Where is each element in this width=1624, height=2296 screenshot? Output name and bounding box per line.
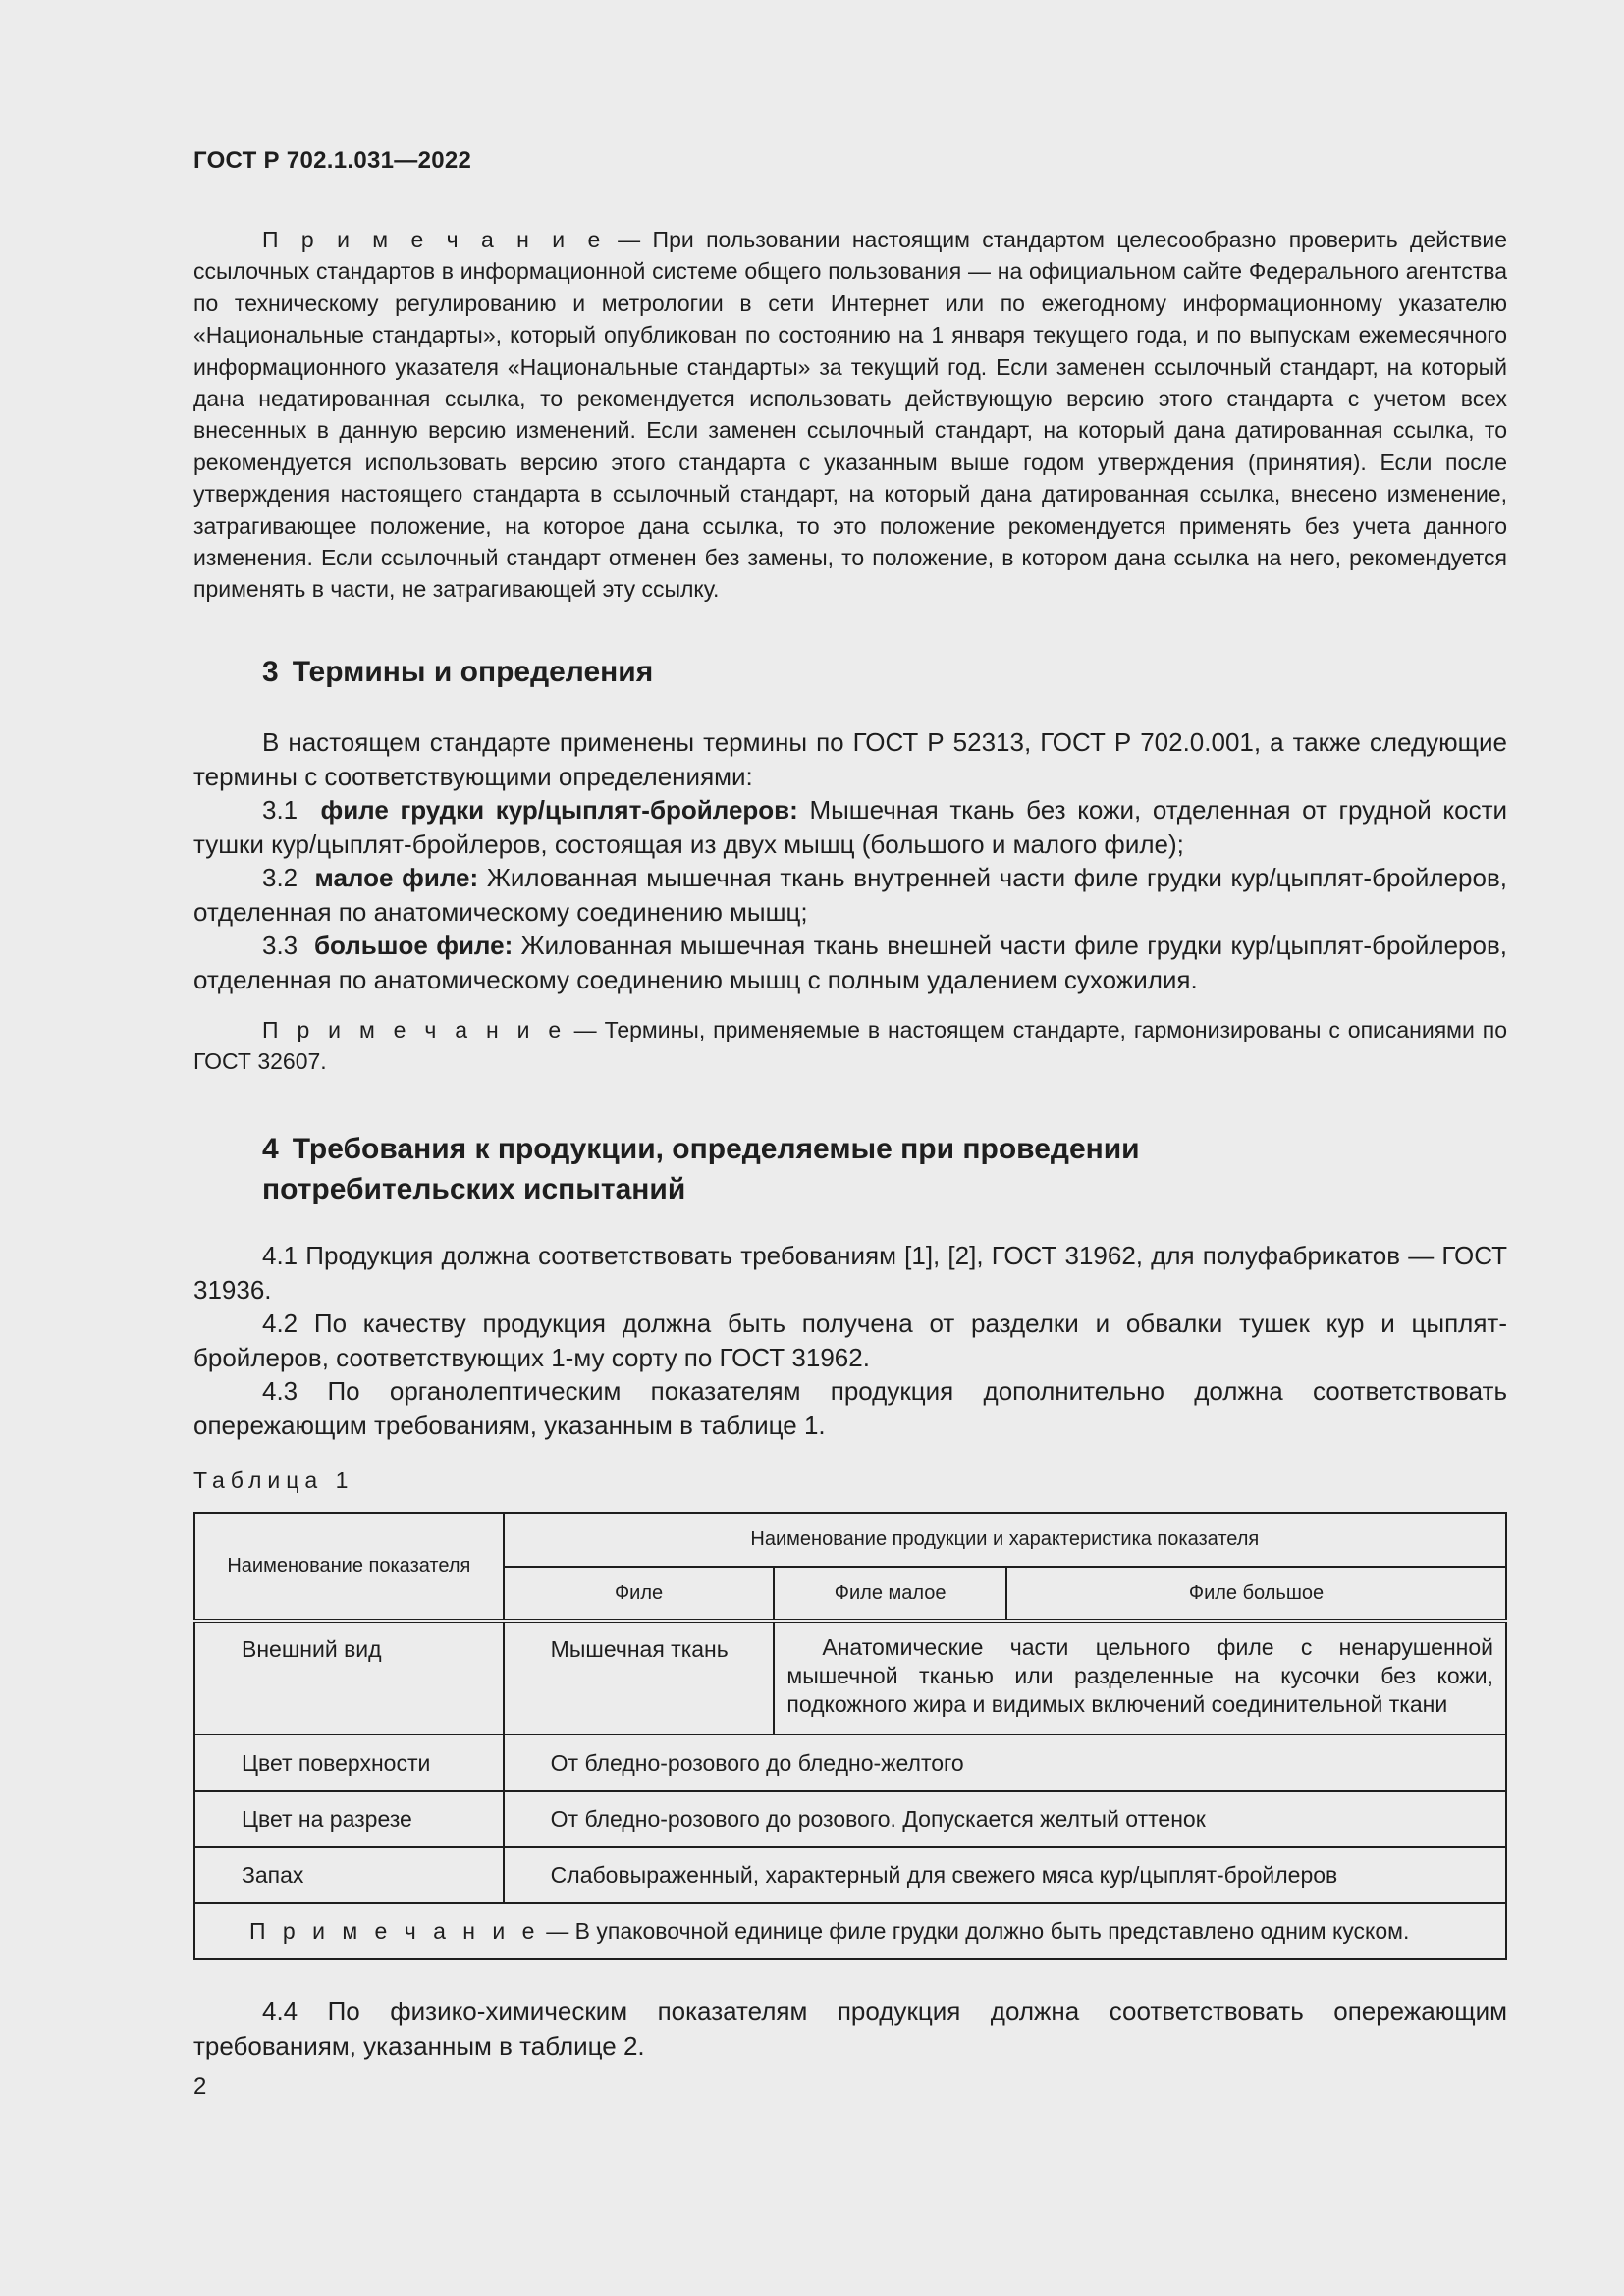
reference-note [193, 224, 1507, 606]
term-number: 3.1 [262, 795, 298, 825]
column-header-indicator: Наименование показателя [194, 1513, 504, 1621]
paragraph-4-3: 4.3 По органолептическим показателям продукция дополнительно должна соответствовать опережающим требованиям, указанным в таблице 1. [193, 1376, 1507, 1440]
section-3-heading [262, 656, 653, 689]
table-row [194, 1847, 1506, 1903]
term-3-1 [193, 793, 1507, 861]
table-1 [193, 1512, 1507, 1960]
note-text: — При пользовании настоящим стандартом целесообразно проверить действие ссылочных стандартов в информационной системе общего пользования — на официальном сайте Федерального агентства по техническому регулированию и метрологии в сети Интернет или по ежегодному информационному указателю «Национальные стандарты», который опубликован по состоянию на 1 января текущего года, и по выпускам ежемесячного информационного указателя «Национальные стандарты» за текущий год. Если заменен ссылочный стандарт, на который дана недатированная ссылка, то рекомендуется использовать действующую версию этого стандарта с учетом всех внесенных в данную версию изменений. Если заменен ссылочный стандарт, на который дана датированная ссылка, то рекомендуется использовать версию этого стандарта с указанным выше годом утверждения (принятия). Если после утверждения настоящего стандарта в ссылочный стандарт, на который дана датированная ссылка, внесено изменение, затрагивающее положение, на которое дана ссылка, то это положение рекомендуется применять без учета данного изменения. Если ссылочный стандарт отменен без замены, то положение, в котором дана ссылка на него, рекомендуется применять в части, не затрагивающей эту ссылку. [193, 227, 1508, 603]
column-header-small-fillet: Филе малое [774, 1567, 1006, 1621]
term-definition: Жилованная мышечная ткань внутренней части филе грудки кур/цыплят-бройлеров, отделенная по анатомическому соединению мышц; [193, 863, 1508, 927]
note-text: — Термины, применяемые в настоящем стандарте, гармонизированы с описаниями по ГОСТ 32607. [193, 1017, 1507, 1075]
term-3-3 [193, 929, 1507, 996]
cell-indicator: Цвет на разрезе [194, 1791, 504, 1847]
column-header-fillet: Филе [504, 1567, 775, 1621]
cell-indicator: Внешний вид [194, 1621, 504, 1735]
section-4-heading [262, 1129, 1140, 1209]
section-3-intro: В настоящем стандарте применены термины по ГОСТ Р 52313, ГОСТ Р 702.0.001, а также следующие термины с соответствующими определениями: [193, 727, 1507, 791]
note-label: П р и м е ч а н и е [249, 1918, 540, 1944]
term-number: 3.3 [262, 931, 298, 960]
table-note-row [194, 1903, 1506, 1959]
paragraph-4-4-block [193, 1995, 1507, 2062]
term-number: 3.2 [262, 863, 298, 892]
section-3-body [193, 725, 1507, 996]
term-name: филе грудки кур/цыплят-бройлеров: [320, 795, 798, 825]
cell-value: Мышечная ткань [504, 1621, 775, 1735]
note-label: П р и м е ч а н и е [262, 227, 606, 252]
table-caption: Таблица 1 [193, 1468, 354, 1493]
table-row [194, 1791, 1506, 1847]
cell-indicator: Цвет поверхности [194, 1735, 504, 1791]
section-4-body [193, 1239, 1507, 1442]
section-number: 3 [262, 656, 279, 688]
cell-value: От бледно-розового до бледно-желтого [504, 1735, 1506, 1791]
note-text: — В упаковочной единице филе грудки должно быть представлено одним куском. [539, 1918, 1410, 1944]
paragraph-4-2: 4.2 По качеству продукция должна быть получена от разделки и обвалки тушек кур и цыплят-бройлеров, соответствующих 1-му сорту по ГОСТ 31962. [193, 1308, 1507, 1372]
cell-value: Слабовыраженный, характерный для свежего мяса кур/цыплят-бройлеров [504, 1847, 1506, 1903]
column-header-large-fillet: Филе большое [1006, 1567, 1506, 1621]
section-title-line2: потребительских испытаний [262, 1173, 686, 1205]
table-row [194, 1735, 1506, 1791]
table-header-row [194, 1513, 1506, 1567]
table-note [194, 1903, 1506, 1959]
term-name: большое филе: [313, 931, 514, 960]
note-label: П р и м е ч а н и е [262, 1017, 567, 1042]
page-number: 2 [193, 2073, 207, 2100]
term-definition: Жилованная мышечная ткань внешней части филе грудки кур/цыплят-бройлеров, отделенная по анатомическому соединению мышц с полным удалением сухожилия. [193, 931, 1507, 994]
standard-code: ГОСТ Р 702.1.031—2022 [193, 147, 472, 174]
section-number: 4 [262, 1133, 279, 1165]
table-row [194, 1621, 1506, 1735]
cell-value: От бледно-розового до розового. Допускается желтый оттенок [504, 1791, 1506, 1847]
term-3-2 [193, 861, 1507, 929]
section-title-line1: Требования к продукции, определяемые при проведении [292, 1133, 1140, 1165]
cell-indicator: Запах [194, 1847, 504, 1903]
paragraph-4-4: 4.4 По физико-химическим показателям продукция должна соответствовать опережающим требованиям, указанным в таблице 2. [193, 1997, 1507, 2060]
column-header-group: Наименование продукции и характеристика показателя [504, 1513, 1506, 1567]
section-3-note [193, 1014, 1507, 1078]
term-definition: Мышечная ткань без кожи, отделенная от грудной кости тушки кур/цыплят-бройлеров, состоящая из двух мышц (большого и малого филе); [193, 795, 1507, 859]
section-title: Термины и определения [292, 656, 654, 688]
cell-value: Анатомические части цельного филе с ненарушенной мышечной тканью или разделенные на кусочки без кожи, подкожного жира и видимых включений соединительной ткани [774, 1621, 1506, 1735]
term-name: малое филе: [314, 863, 479, 892]
paragraph-4-1: 4.1 Продукция должна соответствовать требованиям [1], [2], ГОСТ 31962, для полуфабрикатов — ГОСТ 31936. [193, 1241, 1507, 1305]
